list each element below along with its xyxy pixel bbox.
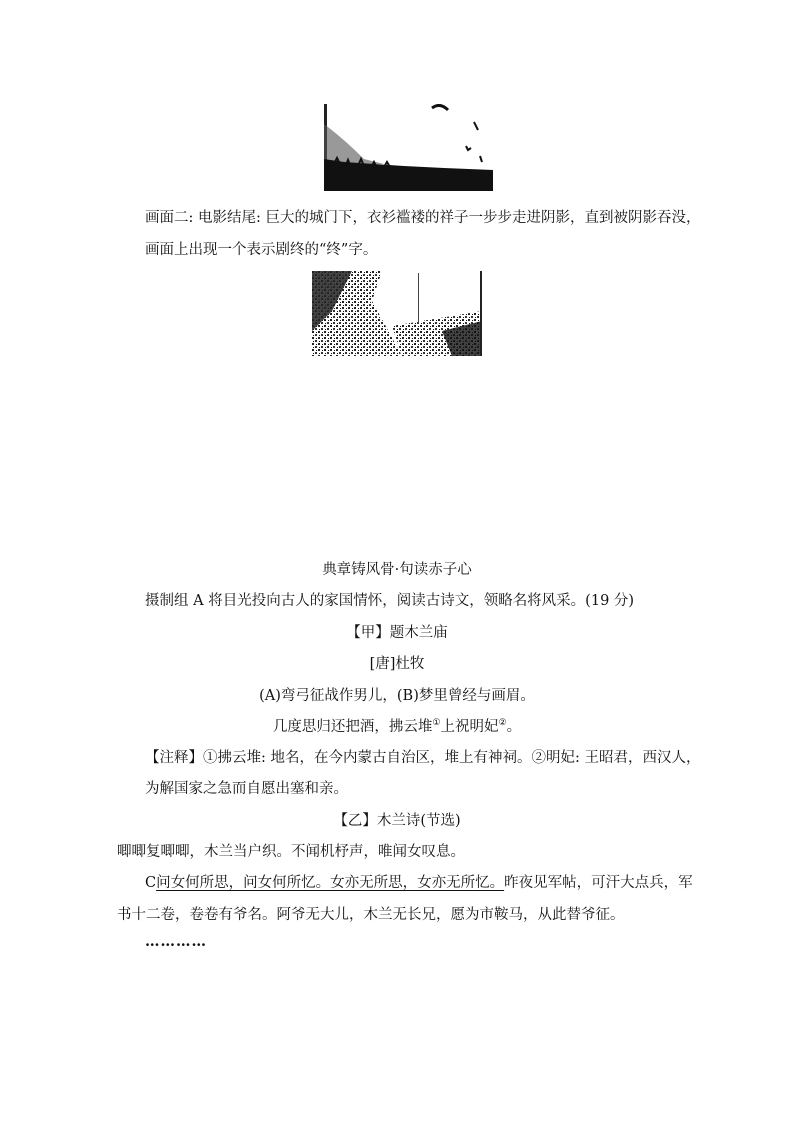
footnote-ref-2: ②: [498, 718, 507, 729]
poem-a-line-1: (A)弯弓征战作男儿，(B)梦里曾经与画眉。: [259, 688, 535, 704]
caption-line-1: 画面二: 电影结尾: 巨大的城门下，衣衫褴褛的祥子一步步走进阴影，直到被阴影吞没，: [145, 210, 701, 226]
notes-line-2: 为解国家之急而自愿出塞和亲。: [145, 781, 348, 797]
poem-a-title: 【甲】题木兰庙: [346, 625, 448, 641]
caption-line-2: 画面上出现一个表示剧终的“终”字。: [145, 242, 378, 258]
poem-a-line-2-part-1: 几度思归还把酒，拂云堆: [272, 719, 433, 735]
poem-b-line-1: 唧唧复唧唧，木兰当户织。不闻机杼声，唯闻女叹息。: [117, 844, 465, 860]
footnote-ref-1: ①: [432, 718, 441, 729]
film-still-image-1: [324, 104, 493, 191]
section-heading: 典章铸风骨·句读赤子心: [322, 562, 472, 578]
notes-line-1: 【注释】①拂云堆: 地名，在今内蒙古自治区，堆上有神祠。②明妃: 王昭君，西汉人，: [145, 750, 701, 766]
film-still-image-2-graphic: [312, 271, 482, 356]
ellipsis: …………: [145, 933, 207, 950]
poem-a-line-2-part-2: 上祝明妃: [440, 719, 499, 735]
poem-b-line-2: [145, 873, 693, 893]
poem-b-line-3: 书十二卷，卷卷有爷名。阿爷无大儿，木兰无长兄，愿为市鞍马，从此替爷征。: [117, 907, 625, 923]
poem-b-line-2-rest: 昨夜见军帖，可汗大点兵，军: [504, 875, 693, 891]
poem-a-line-2-part-3: 。: [506, 719, 522, 735]
film-still-image-2: [312, 271, 482, 356]
intro-paragraph: 摄制组 A 将目光投向古人的家国情怀，阅读古诗文，领略名将风采。(19 分): [145, 593, 635, 609]
poem-b-title: 【乙】木兰诗(节选): [333, 813, 461, 829]
poem-a-author: [唐]杜牧: [369, 656, 425, 672]
poem-a-line-2: [0, 717, 794, 737]
film-still-image-1-graphic: [324, 104, 493, 191]
poem-b-line-2-prefix: C: [145, 875, 157, 891]
poem-b-underlined-text: 问女何所思，问女何所忆。女亦无所思，女亦无所忆。: [156, 875, 505, 891]
